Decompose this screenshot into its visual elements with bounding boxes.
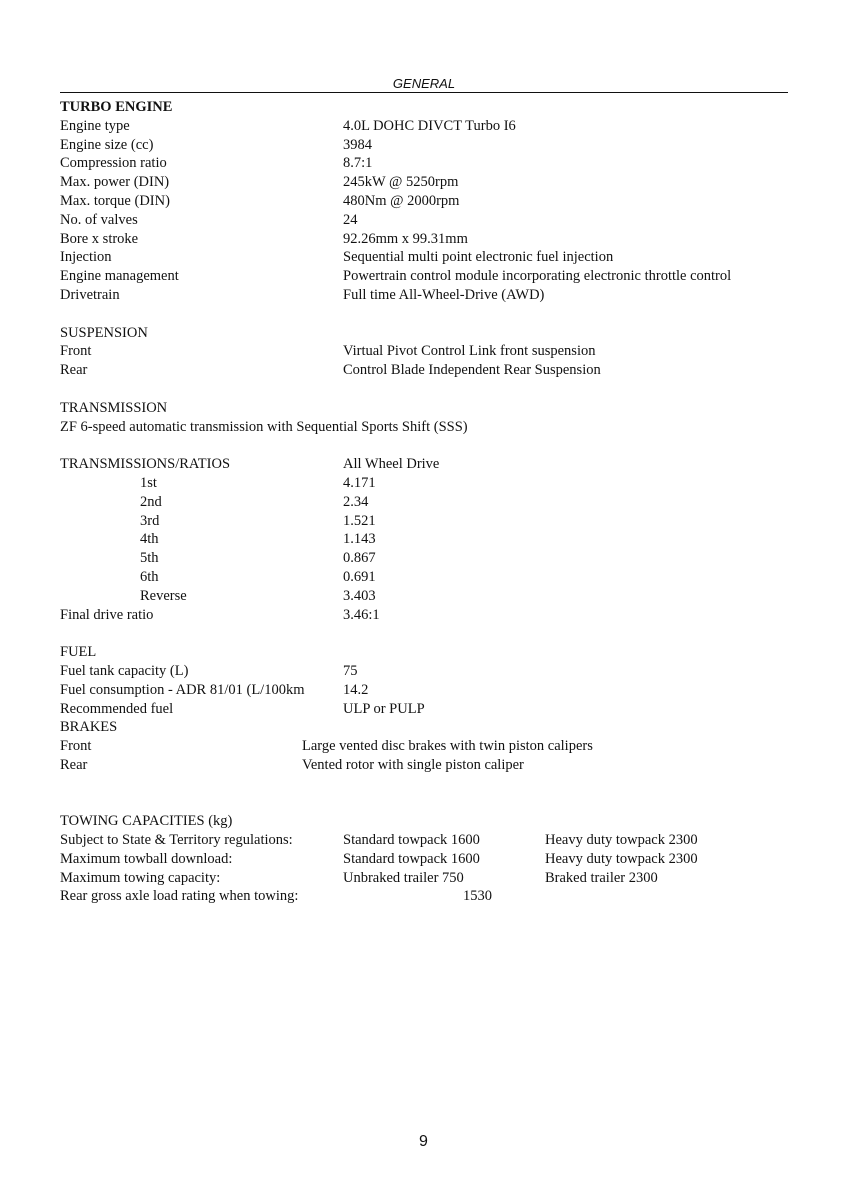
suspension-title: SUSPENSION <box>60 324 148 341</box>
spec-value: 245kW @ 5250rpm <box>343 174 459 191</box>
spec-value: ULP or PULP <box>343 700 425 717</box>
towing-heavy: Heavy duty towpack 2300 <box>545 832 698 849</box>
towing-braked: Braked trailer 2300 <box>545 869 658 886</box>
axle-load-label: Rear gross axle load rating when towing: <box>60 888 299 905</box>
spec-row <box>60 136 820 155</box>
towing-row <box>60 869 820 888</box>
gear-ratio: 0.691 <box>343 568 376 585</box>
spacer <box>60 793 820 812</box>
gear-label: 5th <box>140 550 159 567</box>
spec-label: Front <box>60 738 92 755</box>
towing-row <box>60 850 820 869</box>
spec-value: Full time All-Wheel-Drive (AWD) <box>343 286 545 303</box>
turbo-engine-title: TURBO ENGINE <box>60 99 173 115</box>
gear-label: 6th <box>140 568 159 585</box>
spec-label: Bore x stroke <box>60 230 139 247</box>
spec-row <box>60 154 820 173</box>
gear-label: 1st <box>140 474 157 491</box>
spacer <box>60 305 820 324</box>
spec-value: 75 <box>343 662 358 679</box>
spacer <box>60 436 820 455</box>
ratio-row <box>60 549 820 568</box>
spec-row <box>60 361 820 380</box>
spec-row <box>60 173 820 192</box>
spec-row <box>60 117 820 136</box>
section-title-turbo-engine <box>60 98 820 117</box>
axle-load-row <box>60 887 820 906</box>
spec-value: 8.7:1 <box>343 155 373 172</box>
ratio-row <box>60 530 820 549</box>
spec-value: 92.26mm x 99.31mm <box>343 230 468 247</box>
gear-ratio: 4.171 <box>343 474 376 491</box>
section-title-fuel <box>60 643 820 662</box>
section-title-towing <box>60 812 820 831</box>
spec-label: Injection <box>60 249 112 266</box>
ratios-title: TRANSMISSIONS/RATIOS <box>60 456 231 473</box>
spec-row <box>60 342 820 361</box>
gear-label: 2nd <box>140 493 162 510</box>
spec-value: 4.0L DOHC DIVCT Turbo I6 <box>343 117 516 134</box>
gear-label: Reverse <box>140 587 187 604</box>
spec-row <box>60 211 820 230</box>
spec-value: Vented rotor with single piston caliper <box>302 756 524 773</box>
spec-label: Fuel consumption - ADR 81/01 (L/100km <box>60 681 305 698</box>
spec-label: Max. power (DIN) <box>60 174 170 191</box>
ratio-row <box>60 512 820 531</box>
spec-row <box>60 192 820 211</box>
fuel-title: FUEL <box>60 644 97 661</box>
spec-label: Fuel tank capacity (L) <box>60 662 189 679</box>
axle-load-value: 1530 <box>463 888 492 905</box>
ratio-row <box>60 568 820 587</box>
spacer <box>60 380 820 399</box>
spec-label: Max. torque (DIN) <box>60 192 170 209</box>
spec-label: No. of valves <box>60 211 138 228</box>
gear-ratio: 3.403 <box>343 587 376 604</box>
final-drive-label: Final drive ratio <box>60 606 154 623</box>
brakes-title: BRAKES <box>60 719 118 736</box>
spec-label: Engine type <box>60 117 130 134</box>
spec-label: Drivetrain <box>60 286 120 303</box>
towing-heavy: Heavy duty towpack 2300 <box>545 850 698 867</box>
gear-label: 4th <box>140 531 159 548</box>
spec-value: Powertrain control module incorporating electronic throttle control <box>343 268 732 285</box>
transmission-description: ZF 6-speed automatic transmission with Sequential Sports Shift (SSS) <box>60 418 468 435</box>
section-title-brakes <box>60 718 820 737</box>
towing-unbraked: Unbraked trailer 750 <box>343 869 464 886</box>
spec-value: Large vented disc brakes with twin piston calipers <box>302 738 593 755</box>
towing-label: Maximum towing capacity: <box>60 869 221 886</box>
gear-ratio: 0.867 <box>343 550 376 567</box>
spec-label: Recommended fuel <box>60 700 174 717</box>
spec-row <box>60 700 820 719</box>
towing-standard: Standard towpack 1600 <box>343 850 480 867</box>
spec-value: Control Blade Independent Rear Suspension <box>343 362 601 379</box>
ratios-column-header: All Wheel Drive <box>343 456 440 473</box>
final-drive-row <box>60 606 820 625</box>
ratio-row <box>60 587 820 606</box>
ratio-row <box>60 493 820 512</box>
spec-content <box>60 98 820 906</box>
spec-value: 14.2 <box>343 681 369 698</box>
towing-standard: Standard towpack 1600 <box>343 832 480 849</box>
header-rule <box>60 92 788 93</box>
towing-row <box>60 831 820 850</box>
spec-row <box>60 248 820 267</box>
page-number: 9 <box>419 1133 428 1150</box>
spec-label: Engine management <box>60 268 179 285</box>
section-title-ratios <box>60 455 820 474</box>
section-header: GENERAL <box>392 76 456 91</box>
towing-label: Subject to State & Territory regulations: <box>60 832 293 849</box>
towing-label: Maximum towball download: <box>60 850 233 867</box>
spacer <box>60 624 820 643</box>
spec-label: Rear <box>60 756 88 773</box>
spec-value: 3984 <box>343 136 372 153</box>
gear-ratio: 2.34 <box>343 493 369 510</box>
transmission-description-row <box>60 418 820 437</box>
spec-row <box>60 681 820 700</box>
spec-row <box>60 662 820 681</box>
spec-label: Engine size (cc) <box>60 136 154 153</box>
spec-row <box>60 286 820 305</box>
spec-row <box>60 267 820 286</box>
spec-value: 24 <box>343 211 358 228</box>
spec-value: Sequential multi point electronic fuel injection <box>343 249 614 266</box>
gear-label: 3rd <box>140 512 160 529</box>
spec-value: 480Nm @ 2000rpm <box>343 192 460 209</box>
spec-row <box>60 230 820 249</box>
section-title-transmission <box>60 399 820 418</box>
gear-ratio: 1.143 <box>343 531 376 548</box>
ratio-row <box>60 474 820 493</box>
spec-label: Compression ratio <box>60 155 167 172</box>
section-title-suspension <box>60 324 820 343</box>
spec-row <box>60 737 820 756</box>
transmission-title: TRANSMISSION <box>60 399 168 416</box>
spec-label: Front <box>60 343 92 360</box>
final-drive-value: 3.46:1 <box>343 606 380 623</box>
spec-value: Virtual Pivot Control Link front suspension <box>343 343 596 360</box>
spec-row <box>60 756 820 775</box>
spec-label: Rear <box>60 362 88 379</box>
towing-title: TOWING CAPACITIES (kg) <box>60 813 233 830</box>
gear-ratio: 1.521 <box>343 512 376 529</box>
spacer <box>60 775 820 794</box>
